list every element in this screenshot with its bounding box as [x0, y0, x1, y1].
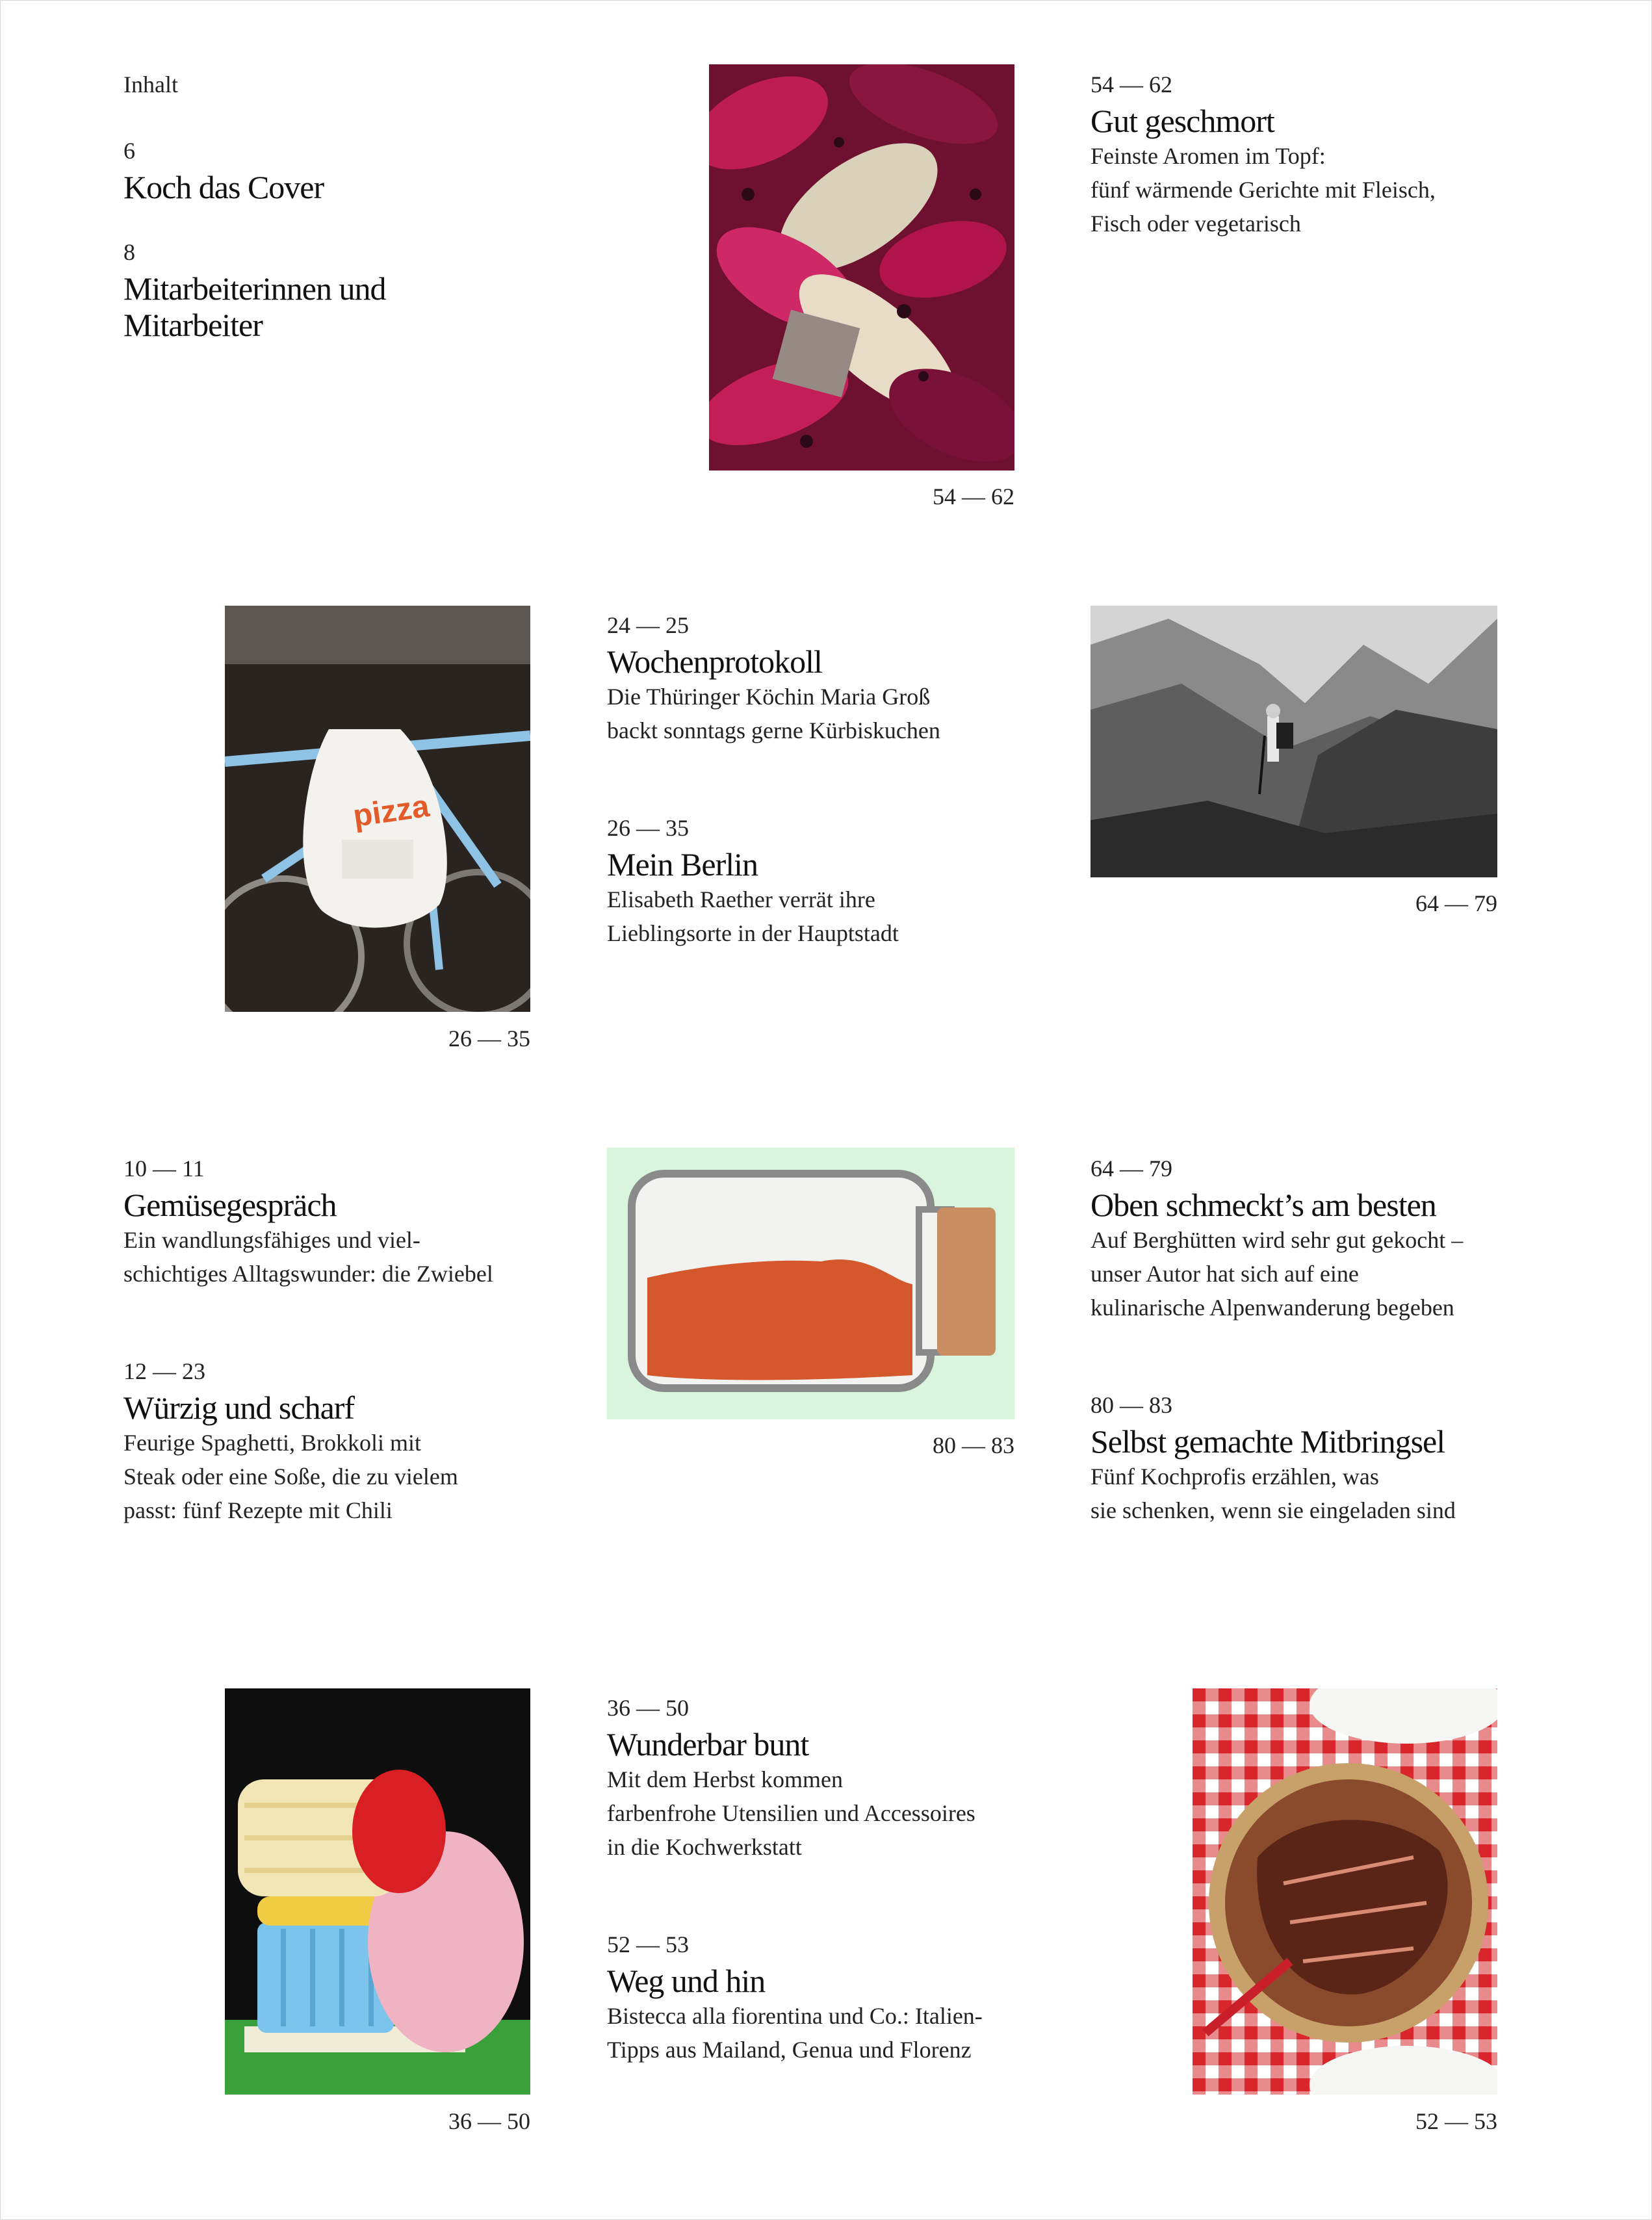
page-range: 80 — 83 — [1091, 1392, 1172, 1418]
entry-desc-line-1: Bistecca alla fiorentina und Co.: Italien- — [607, 2003, 983, 2029]
entry-desc-line-1: Feinste Aromen im Topf: — [1091, 143, 1326, 169]
entry-desc-line-2: Lieblingsorte in der Hauptstadt — [607, 920, 899, 946]
photo-caption-spice-jar: 80 — 83 — [933, 1432, 1014, 1458]
entry-desc-line-2: fünf wärmende Gerichte mit Fleisch, — [1091, 177, 1436, 203]
photo-caption-bicycle: 26 — 35 — [448, 1026, 530, 1052]
steak-photo[interactable] — [1193, 1688, 1497, 2095]
toc-entry-wuerzig-und-scharf[interactable] — [123, 1357, 458, 1527]
entry-title-line-1: Mitarbeiterinnen und — [123, 270, 386, 307]
entry-title: Wunderbar bunt — [607, 1726, 809, 1762]
toc-entry-oben-schmeckts[interactable] — [1091, 1154, 1463, 1324]
entry-desc-line-2: Steak oder eine Soße, die zu vielem — [123, 1464, 458, 1490]
entry-desc-line-1: Mit dem Herbst kommen — [607, 1766, 843, 1792]
radicchio-photo[interactable] — [709, 64, 1014, 471]
photo-caption-mountain: 64 — 79 — [1415, 890, 1497, 916]
toc-entry-wochenprotokoll[interactable] — [607, 611, 940, 747]
page-range: 6 — [123, 138, 135, 164]
entry-desc-line-1: Die Thüringer Köchin Maria Groß — [607, 684, 931, 710]
page-range: 36 — 50 — [607, 1695, 689, 1721]
page-range: 12 — 23 — [123, 1358, 205, 1384]
entry-desc-line-2: backt sonntags gerne Kürbiskuchen — [607, 717, 940, 743]
entry-desc-line-1: Fünf Kochprofis erzählen, was — [1091, 1464, 1379, 1490]
page-range: 24 — 25 — [607, 612, 689, 638]
entry-title: Gemüsegespräch — [123, 1187, 337, 1223]
entry-desc-line-1: Elisabeth Raether verrät ihre — [607, 886, 875, 912]
entry-desc-line-3: kulinarische Alpenwanderung begeben — [1091, 1295, 1454, 1321]
entry-title: Wochenprotokoll — [607, 643, 822, 680]
page-range: 8 — [123, 239, 135, 265]
toc-entry-mein-berlin[interactable] — [607, 814, 899, 950]
entry-desc-line-2: unser Autor hat sich auf eine — [1091, 1261, 1359, 1287]
spice-jar-photo[interactable] — [607, 1148, 1014, 1419]
bicycle-photo[interactable] — [225, 606, 530, 1012]
toc-entry-weg-und-hin[interactable] — [607, 1930, 983, 2067]
page-range: 54 — 62 — [1091, 71, 1172, 97]
entry-desc-line-1: Auf Berghütten wird sehr gut gekocht – — [1091, 1227, 1464, 1253]
entry-title: Weg und hin — [607, 1963, 766, 1999]
entry-desc-line-3: in die Kochwerkstatt — [607, 1834, 802, 1860]
entry-desc-line-1: Feurige Spaghetti, Brokkoli mit — [123, 1430, 421, 1456]
entry-desc-line-2: schichtiges Alltagswunder: die Zwiebel — [123, 1261, 493, 1287]
page-range: 10 — 11 — [123, 1155, 205, 1181]
photo-caption-steak: 52 — 53 — [1415, 2108, 1497, 2134]
entry-desc-line-2: Tipps aus Mailand, Genua und Florenz — [607, 2037, 972, 2063]
toc-entry-gut-geschmort[interactable] — [1091, 70, 1436, 240]
entry-title: Mein Berlin — [607, 846, 758, 883]
entry-title: Gut geschmort — [1091, 103, 1274, 139]
entry-title: Koch das Cover — [123, 169, 324, 205]
toc-entry-staff[interactable] — [123, 238, 386, 343]
entry-title: Würzig und scharf — [123, 1389, 355, 1426]
tableware-photo[interactable] — [225, 1688, 530, 2095]
entry-title: Selbst gemachte Mitbringsel — [1091, 1423, 1445, 1460]
photo-caption-tableware: 36 — 50 — [448, 2108, 530, 2134]
svg-text:pizza: pizza — [351, 789, 432, 834]
toc-entry-cover[interactable] — [123, 136, 324, 205]
entry-desc-line-2: sie schenken, wenn sie eingeladen sind — [1091, 1497, 1456, 1523]
entry-desc-line-1: Ein wandlungsfähiges und viel- — [123, 1227, 420, 1253]
entry-desc-line-2: farbenfrohe Utensilien und Accessoires — [607, 1800, 975, 1826]
entry-title-line-2: Mitarbeiter — [123, 307, 263, 343]
page-range: 52 — 53 — [607, 1931, 689, 1957]
entry-title: Oben schmeckt’s am besten — [1091, 1187, 1436, 1223]
contents-heading: Inhalt — [123, 71, 178, 97]
page-range: 64 — 79 — [1091, 1155, 1172, 1181]
toc-entry-gemuesegespraech[interactable] — [123, 1154, 493, 1291]
entry-desc-line-3: Fisch oder vegetarisch — [1091, 211, 1301, 237]
toc-entry-wunderbar-bunt[interactable] — [607, 1694, 975, 1864]
page-range: 26 — 35 — [607, 815, 689, 841]
toc-entry-mitbringsel[interactable] — [1091, 1391, 1456, 1527]
photo-caption-radicchio: 54 — 62 — [933, 484, 1014, 510]
entry-desc-line-3: passt: fünf Rezepte mit Chili — [123, 1497, 393, 1523]
mountain-photo[interactable] — [1091, 606, 1497, 877]
